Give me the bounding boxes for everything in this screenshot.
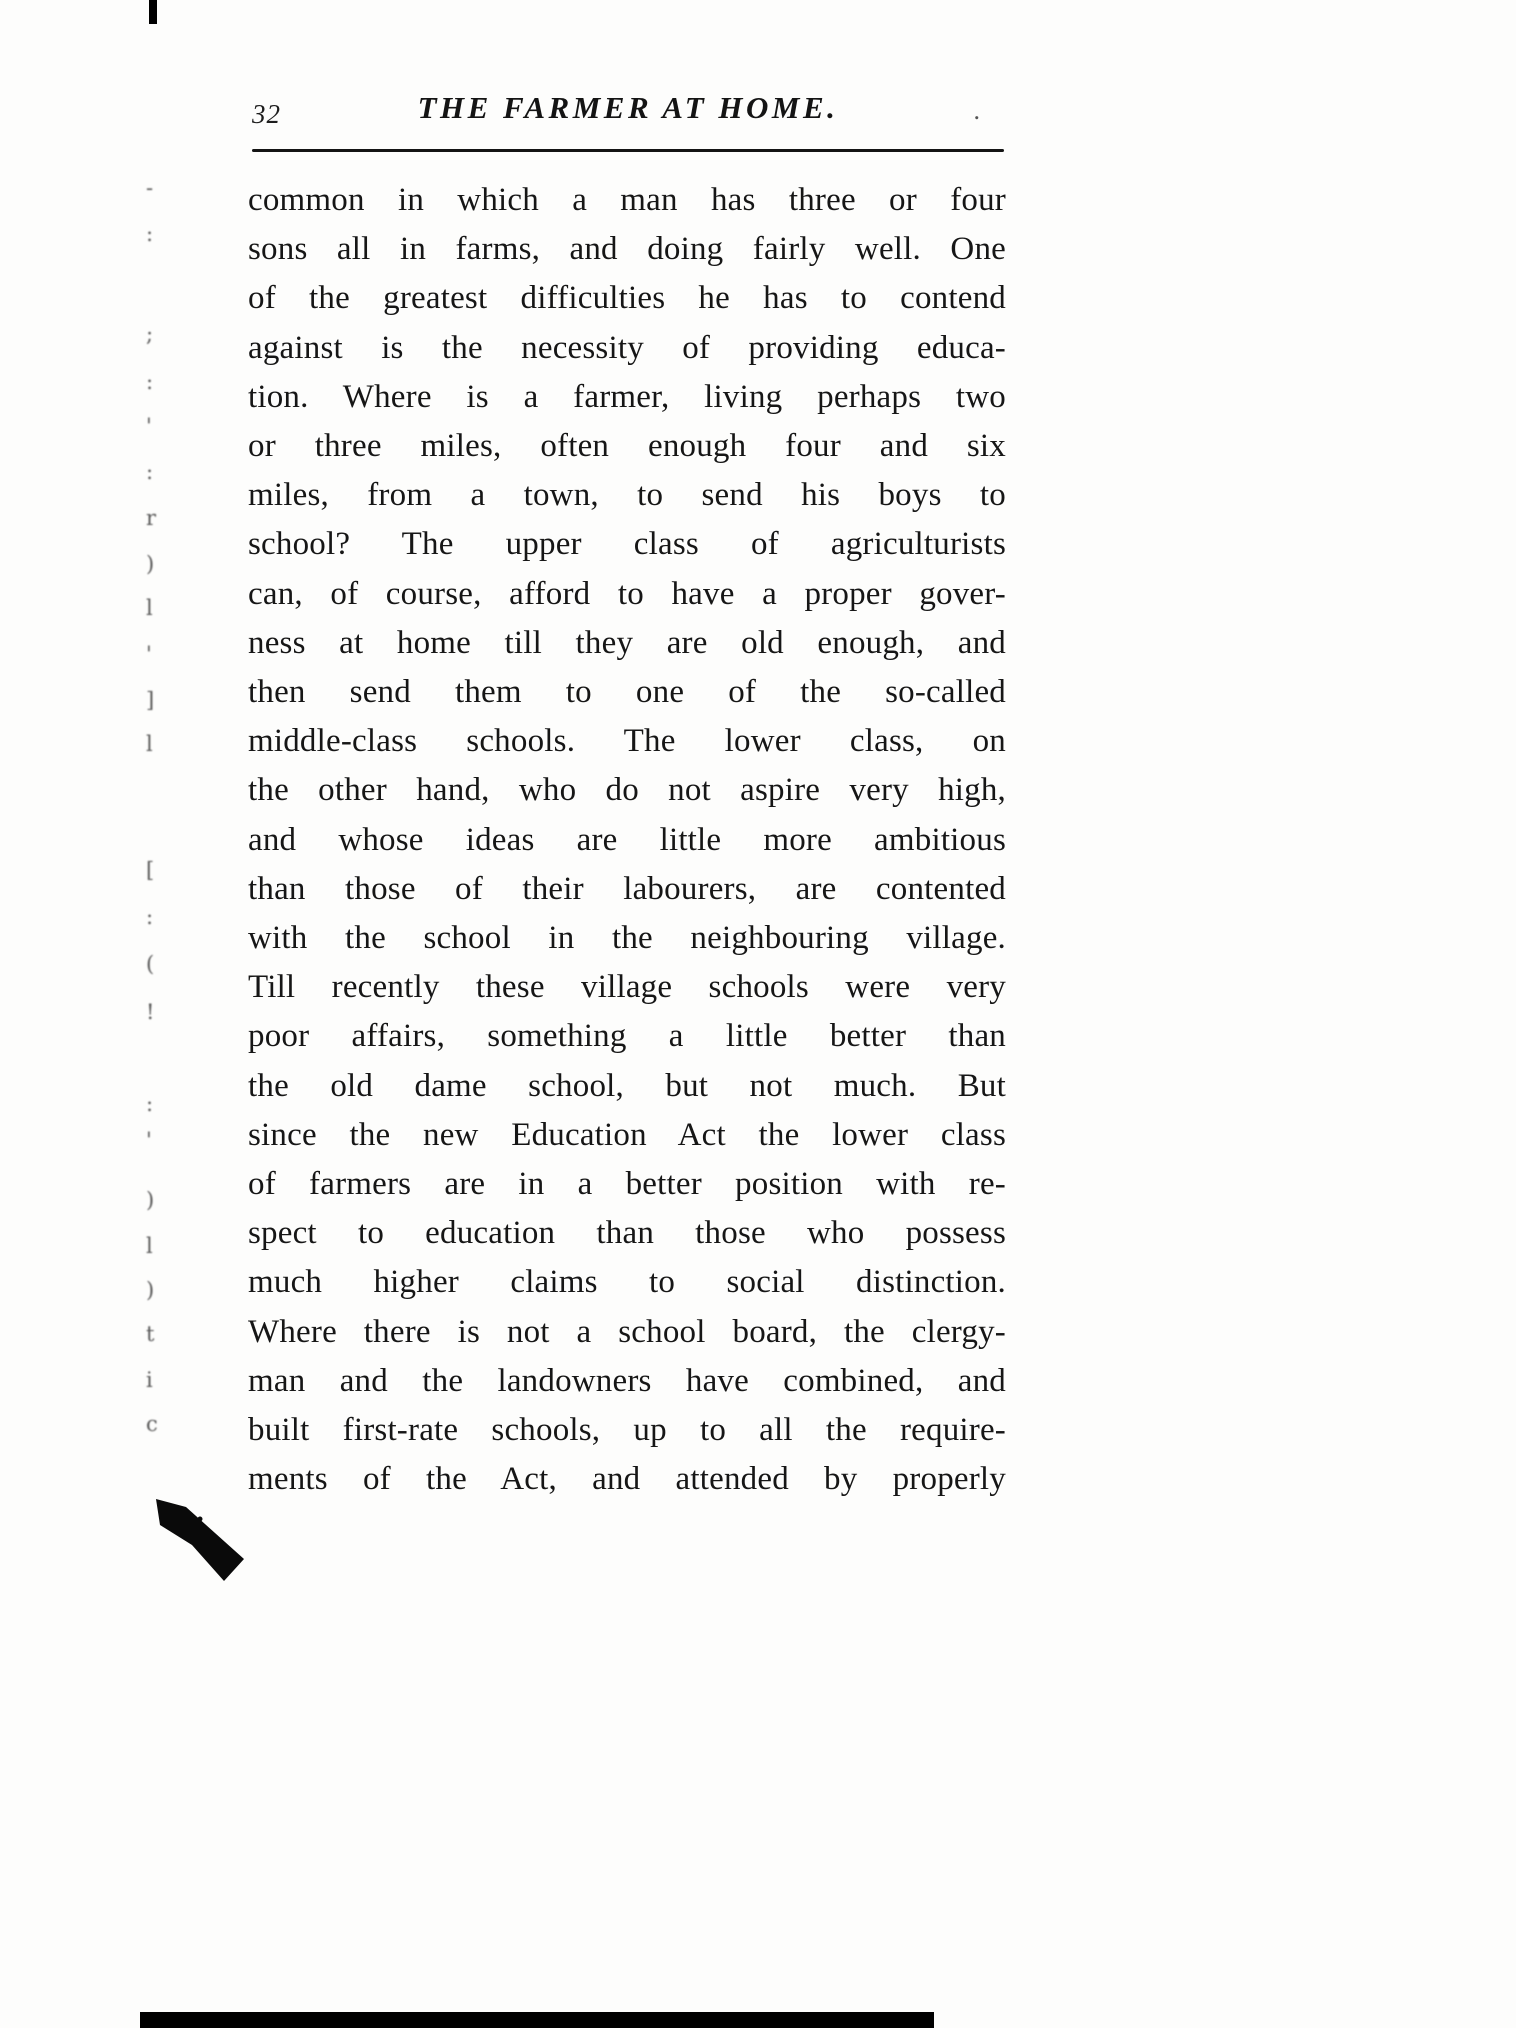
bleedthrough-mark: ) — [146, 552, 155, 576]
bleedthrough-mark: : — [146, 905, 154, 929]
bleedthrough-mark: i — [146, 1368, 153, 1392]
text-line: sons all in farms, and doing fairly well. One — [248, 231, 1006, 268]
text-line: common in which a man has three or four — [248, 182, 1006, 218]
header-ink-dot: . — [973, 96, 980, 125]
text-line: miles, from a town, to send his boys to — [248, 477, 1006, 514]
text-line: man and the landowners have combined, and — [248, 1362, 1006, 1399]
bleedthrough-mark: ; — [146, 322, 154, 346]
bleedthrough-mark: ) — [146, 1278, 155, 1302]
text-line: tion. Where is a farmer, living perhaps two — [248, 378, 1006, 415]
text-line: spect to education than those who possess — [248, 1215, 1006, 1252]
bleedthrough-mark: ' — [146, 642, 152, 666]
text-line: then send them to one of the so-called — [248, 674, 1006, 711]
bleedthrough-mark: ] — [146, 688, 155, 712]
bleedthrough-mark: t — [146, 1322, 155, 1346]
text-line: middle-class schools. The lower class, on — [248, 723, 1006, 760]
text-line: much higher claims to social distinction. — [248, 1264, 1006, 1301]
bleedthrough-mark: : — [146, 1092, 154, 1116]
bleedthrough-mark: l — [146, 1234, 153, 1258]
text-line: of farmers are in a better position with re- — [248, 1166, 1006, 1203]
bleedthrough-mark: ) — [146, 1188, 155, 1212]
bleedthrough-mark: : — [146, 460, 154, 484]
page-number: 32 — [252, 99, 281, 129]
bleedthrough-mark: [ — [146, 858, 155, 882]
running-title: THE FARMER AT HOME. — [417, 90, 839, 125]
bleedthrough-mark: - — [146, 176, 154, 200]
bleedthrough-mark: ' — [146, 414, 152, 438]
text-line: the other hand, who do not aspire very high, — [248, 772, 1006, 809]
text-line: can, of course, afford to have a proper gover- — [248, 575, 1006, 612]
bleedthrough-mark: ! — [146, 1000, 155, 1024]
bleedthrough-mark: r — [146, 506, 157, 530]
page-header — [250, 90, 1006, 136]
text-line: Till recently these village schools were very — [248, 969, 1006, 1006]
scan-corner-blot — [154, 1497, 246, 1583]
text-line: of the greatest difficulties he has to contend — [248, 280, 1006, 317]
bleedthrough-mark: l — [146, 732, 153, 756]
header-rule — [252, 149, 1004, 152]
scan-artifact-bottom-bar — [140, 2012, 934, 2028]
text-line: with the school in the neighbouring village. — [248, 920, 1006, 957]
text-line: than those of their labourers, are contented — [248, 870, 1006, 907]
text-line: ness at home till they are old enough, and — [248, 624, 1006, 661]
text-line: Where there is not a school board, the clergy- — [248, 1313, 1006, 1350]
bleedthrough-mark: ( — [146, 952, 155, 976]
text-line: built first-rate schools, up to all the require- — [248, 1412, 1006, 1449]
bleedthrough-mark: l — [146, 596, 153, 620]
bleedthrough-mark: : — [146, 370, 154, 394]
bleedthrough-mark: ' — [146, 1128, 152, 1152]
bleedthrough-mark: c — [146, 1412, 158, 1436]
text-line: the old dame school, but not much. But — [248, 1067, 1006, 1104]
text-line: since the new Education Act the lower class — [248, 1116, 1006, 1153]
text-line: school? The upper class of agriculturists — [248, 526, 1006, 563]
scan-artifact-top-bar — [149, 0, 157, 24]
text-line: or three miles, often enough four and six — [248, 428, 1006, 465]
text-line: against is the necessity of providing educa- — [248, 329, 1006, 366]
text-line: and whose ideas are little more ambitious — [248, 821, 1006, 858]
text-line: ments of the Act, and attended by properly — [248, 1461, 1006, 1498]
text-line: poor affairs, something a little better than — [248, 1018, 1006, 1055]
body-text — [248, 176, 1006, 1504]
bleedthrough-mark: : — [146, 222, 154, 246]
